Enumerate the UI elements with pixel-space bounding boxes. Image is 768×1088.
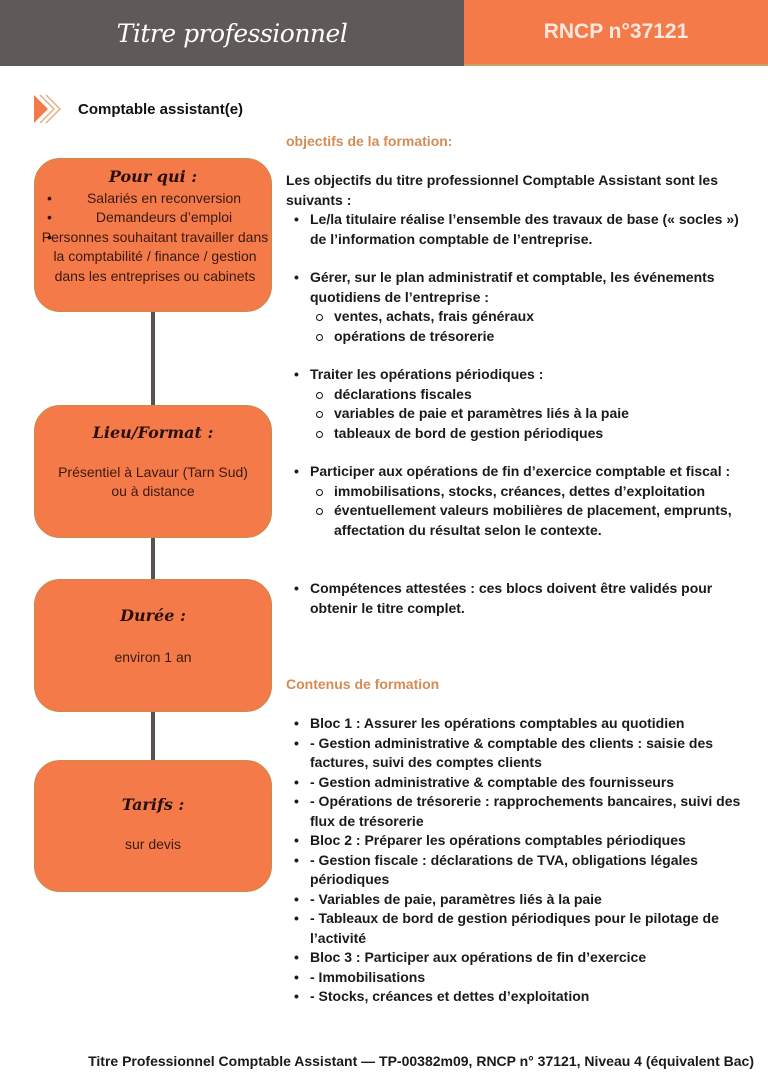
objectifs-list	[286, 462, 756, 540]
footer: Titre Professionnel Comptable Assistant — TP-00382m09, RNCP n° 37121, Niveau 4 (équivalent Bac)	[88, 1053, 754, 1069]
content-item: • - Stocks, créances et dettes d’exploitation	[286, 987, 756, 1007]
section-heading: objectifs de la formation:	[286, 133, 453, 149]
content-item: • Bloc 2 : Préparer les opérations comptables périodiques	[286, 831, 756, 851]
sub-item: tableaux de bord de gestion périodiques	[310, 424, 756, 444]
box-title: Pour qui :	[108, 167, 198, 186]
content-item: • - Gestion fiscale : déclarations de TVA, obligations légales périodiques	[286, 851, 756, 890]
box-title: Tarifs :	[121, 795, 185, 814]
subtitle: Comptable assistant(e)	[78, 100, 244, 118]
section-heading: Contenus de formation	[286, 676, 440, 692]
box-lieu-format	[34, 405, 272, 538]
connector-line	[151, 538, 155, 580]
header-rncp-banner	[464, 0, 768, 66]
connector-line	[151, 712, 155, 760]
item-text: Participer aux opérations de fin d’exercice comptable et fiscal :	[310, 463, 731, 479]
box-tarifs	[34, 760, 272, 892]
objectifs-list	[286, 579, 756, 618]
box-text: Présentiel à Lavaur (Tarn Sud) ou à distance	[58, 463, 248, 499]
content-item: • - Tableaux de bord de gestion périodiques pour le pilotage de l’activité	[286, 909, 756, 948]
sub-item: éventuellement valeurs mobilières de placement, emprunts, affectation du résultat selon le contexte.	[310, 501, 756, 540]
audience-item: • Personnes souhaitant travailler dans la comptabilité / finance / gestion dans les entreprises ou cabinets	[35, 228, 271, 287]
contenus-heading	[286, 675, 756, 695]
rncp-label: RNCP n°37121	[543, 20, 689, 43]
content-item: • - Immobilisations	[286, 968, 756, 988]
box-duree	[34, 579, 272, 712]
content-item: • - Opérations de trésorerie : rapprochements bancaires, suivi des flux de trésorerie	[286, 792, 756, 831]
sub-item: déclarations fiscales	[310, 385, 756, 405]
sub-item: immobilisations, stocks, créances, dettes d’exploitation	[310, 482, 756, 502]
content-item: • - Gestion administrative & comptable des fournisseurs	[286, 773, 756, 793]
content-item: • Bloc 1 : Assurer les opérations comptables au quotidien	[286, 714, 756, 734]
audience-item: • Demandeurs d’emploi	[35, 208, 271, 228]
sub-item: ventes, achats, frais généraux	[310, 307, 756, 327]
list-item	[286, 268, 756, 346]
objectifs-list	[286, 268, 756, 346]
connector-line	[151, 312, 155, 406]
content-item: • - Variables de paie, paramètres liés à la paie	[286, 890, 756, 910]
subtitle-row	[34, 94, 243, 124]
contenus-list	[286, 714, 756, 1007]
header-title-banner	[0, 0, 464, 66]
objectifs-heading	[286, 132, 756, 152]
list-item: • Compétences attestées : ces blocs doivent être validés pour obtenir le titre complet.	[286, 579, 756, 618]
content-item: • - Gestion administrative & comptable des clients : saisie des factures, suivi des comptes clients	[286, 734, 756, 773]
sub-item: variables de paie et paramètres liés à la paie	[310, 404, 756, 424]
objectifs-list	[286, 210, 756, 249]
list-item	[286, 210, 756, 249]
list-item	[286, 365, 756, 443]
content-item: • Bloc 3 : Participer aux opérations de fin d’exercice	[286, 948, 756, 968]
list-item	[286, 462, 756, 540]
box-text: environ 1 an	[114, 648, 192, 665]
objectifs-list	[286, 365, 756, 443]
audience-item: • Salariés en reconversion	[35, 189, 271, 209]
objectifs-intro: Les objectifs du titre professionnel Comptable Assistant sont les suivants :	[286, 172, 719, 208]
triple-arrow-icon	[34, 94, 70, 124]
item-text: Le/la titulaire réalise l’ensemble des travaux de base (« socles ») de l’information comptable de l’entreprise.	[310, 211, 739, 247]
sub-item: opérations de trésorerie	[310, 327, 756, 347]
item-text: Traiter les opérations périodiques :	[310, 366, 544, 382]
item-text: Gérer, sur le plan administratif et comptable, les événements quotidiens de l’entreprise :	[310, 269, 715, 305]
box-title: Lieu/Format :	[92, 423, 214, 442]
box-title: Durée :	[120, 606, 186, 625]
box-pour-qui	[34, 158, 272, 312]
box-text: sur devis	[124, 835, 182, 852]
header-title: Titre professionnel	[116, 18, 348, 48]
